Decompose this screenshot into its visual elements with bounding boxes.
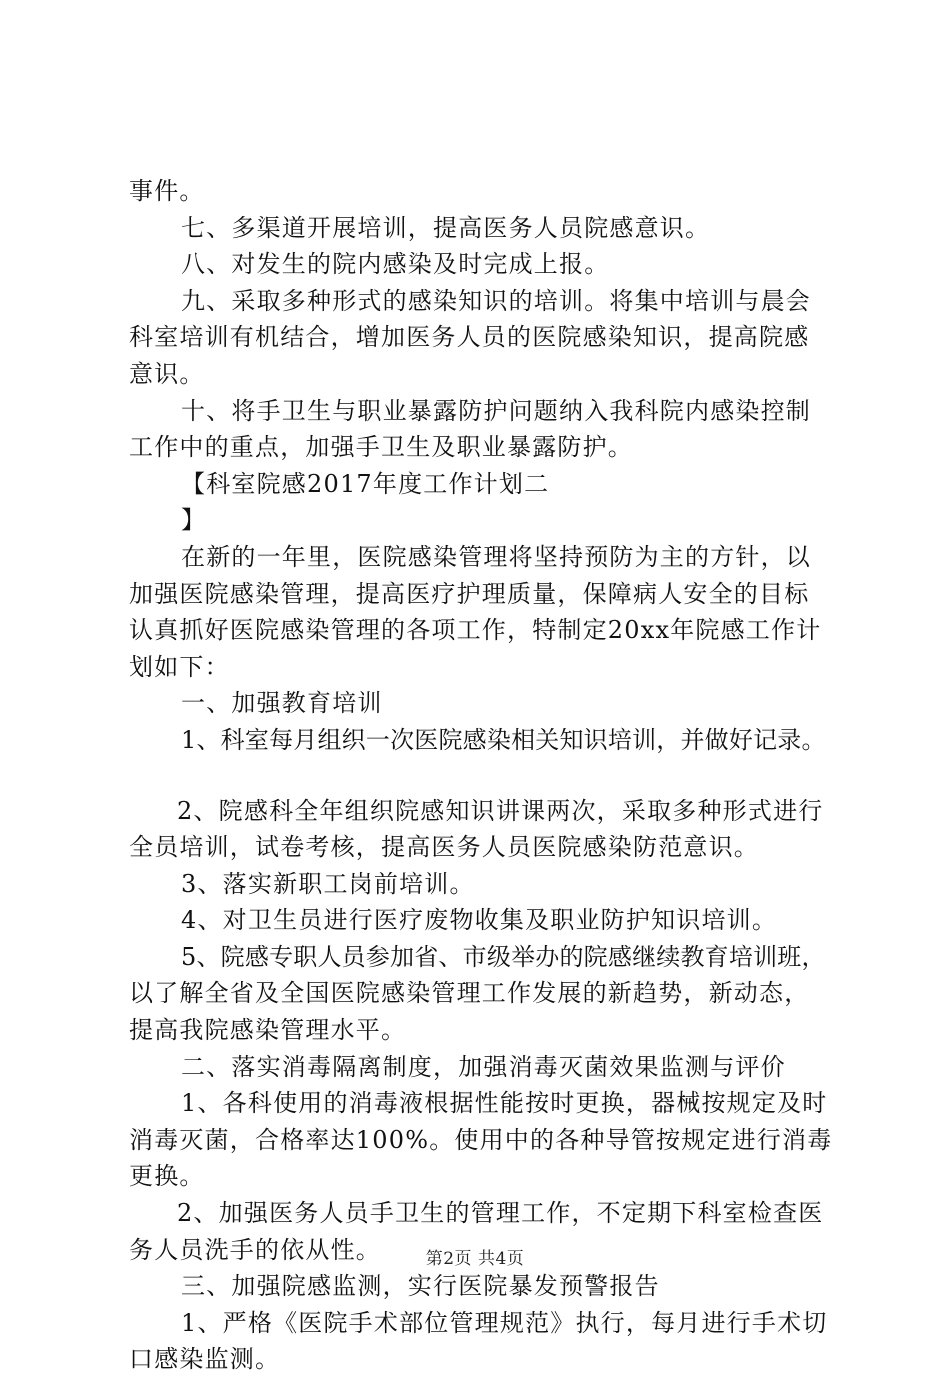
text-line: 划如下： — [129, 652, 230, 681]
text-line: 1、严格《医院手术部位管理规范》执行，每月进行手术切 — [181, 1308, 828, 1337]
text-line: 十、将手卫生与职业暴露防护问题纳入我科院内感染控制 — [181, 396, 811, 425]
page-footer: 第2页 共4页 — [425, 1249, 525, 1269]
text-line: 九、采取多种形式的感染知识的培训。将集中培训与晨会 — [181, 286, 811, 315]
text-line: 务人员洗手的依从性。 — [129, 1235, 381, 1264]
text-line: 意识。 — [129, 359, 205, 388]
text-line: 科室培训有机结合，增加医务人员的医院感染知识，提高院感 — [129, 323, 810, 352]
text-line: 认真抓好医院感染管理的各项工作，特制定20xx年院感工作计 — [129, 616, 822, 645]
text-line: 事件。 — [129, 177, 205, 205]
text-line: 4、对卫生员进行医疗废物收集及职业防护知识培训。 — [181, 906, 778, 935]
text-line: 工作中的重点，加强手卫生及职业暴露防护。 — [129, 433, 633, 462]
paragraph-gap — [129, 759, 829, 793]
section-heading: 一、加强教育培训 — [181, 689, 383, 718]
text-line: 5、院感专职人员参加省、市级举办的院感继续教育培训班， — [181, 942, 826, 971]
text-line: 1、各科使用的消毒液根据性能按时更换，器械按规定及时 — [181, 1089, 828, 1118]
text-line: 八、对发生的院内感染及时完成上报。 — [181, 250, 610, 279]
text-line: 提高我院感染管理水平。 — [129, 1016, 407, 1045]
text-line: 1、科室每月组织一次医院感染相关知识培训，并做好记录。 — [181, 725, 826, 754]
text-line: 七、多渠道开展培训，提高医务人员院感意识。 — [181, 213, 711, 242]
document-body — [129, 173, 833, 1378]
text-line: 2、院感科全年组织院感知识讲课两次，采取多种形式进行 — [177, 796, 824, 825]
text-line: 以了解全省及全国医院感染管理工作发展的新趋势，新动态， — [129, 979, 810, 1008]
text-line: 2、加强医务人员手卫生的管理工作，不定期下科室检查医 — [177, 1199, 824, 1228]
text-line: 3、落实新职工岗前培训。 — [181, 869, 475, 898]
text-line: 全员培训，试卷考核，提高医务人员医院感染防范意识。 — [129, 833, 759, 862]
section-heading: 二、落实消毒隔离制度，加强消毒灭菌效果监测与评价 — [181, 1052, 786, 1081]
section-heading: 】 — [181, 506, 207, 535]
section-heading: 三、加强院感监测，实行医院暴发预警报告 — [181, 1272, 660, 1301]
text-line: 在新的一年里，医院感染管理将坚持预防为主的方针，以 — [181, 542, 811, 571]
text-line: 口感染监测。 — [129, 1345, 281, 1374]
section-heading: 【科室院感2017年度工作计划二 — [181, 469, 550, 498]
text-line: 加强医院感染管理，提高医疗护理质量，保障病人安全的目标 — [129, 579, 810, 608]
text-line: 消毒灭菌，合格率达100%。使用中的各种导管按规定进行消毒 — [129, 1125, 833, 1154]
text-line: 更换。 — [129, 1162, 205, 1191]
